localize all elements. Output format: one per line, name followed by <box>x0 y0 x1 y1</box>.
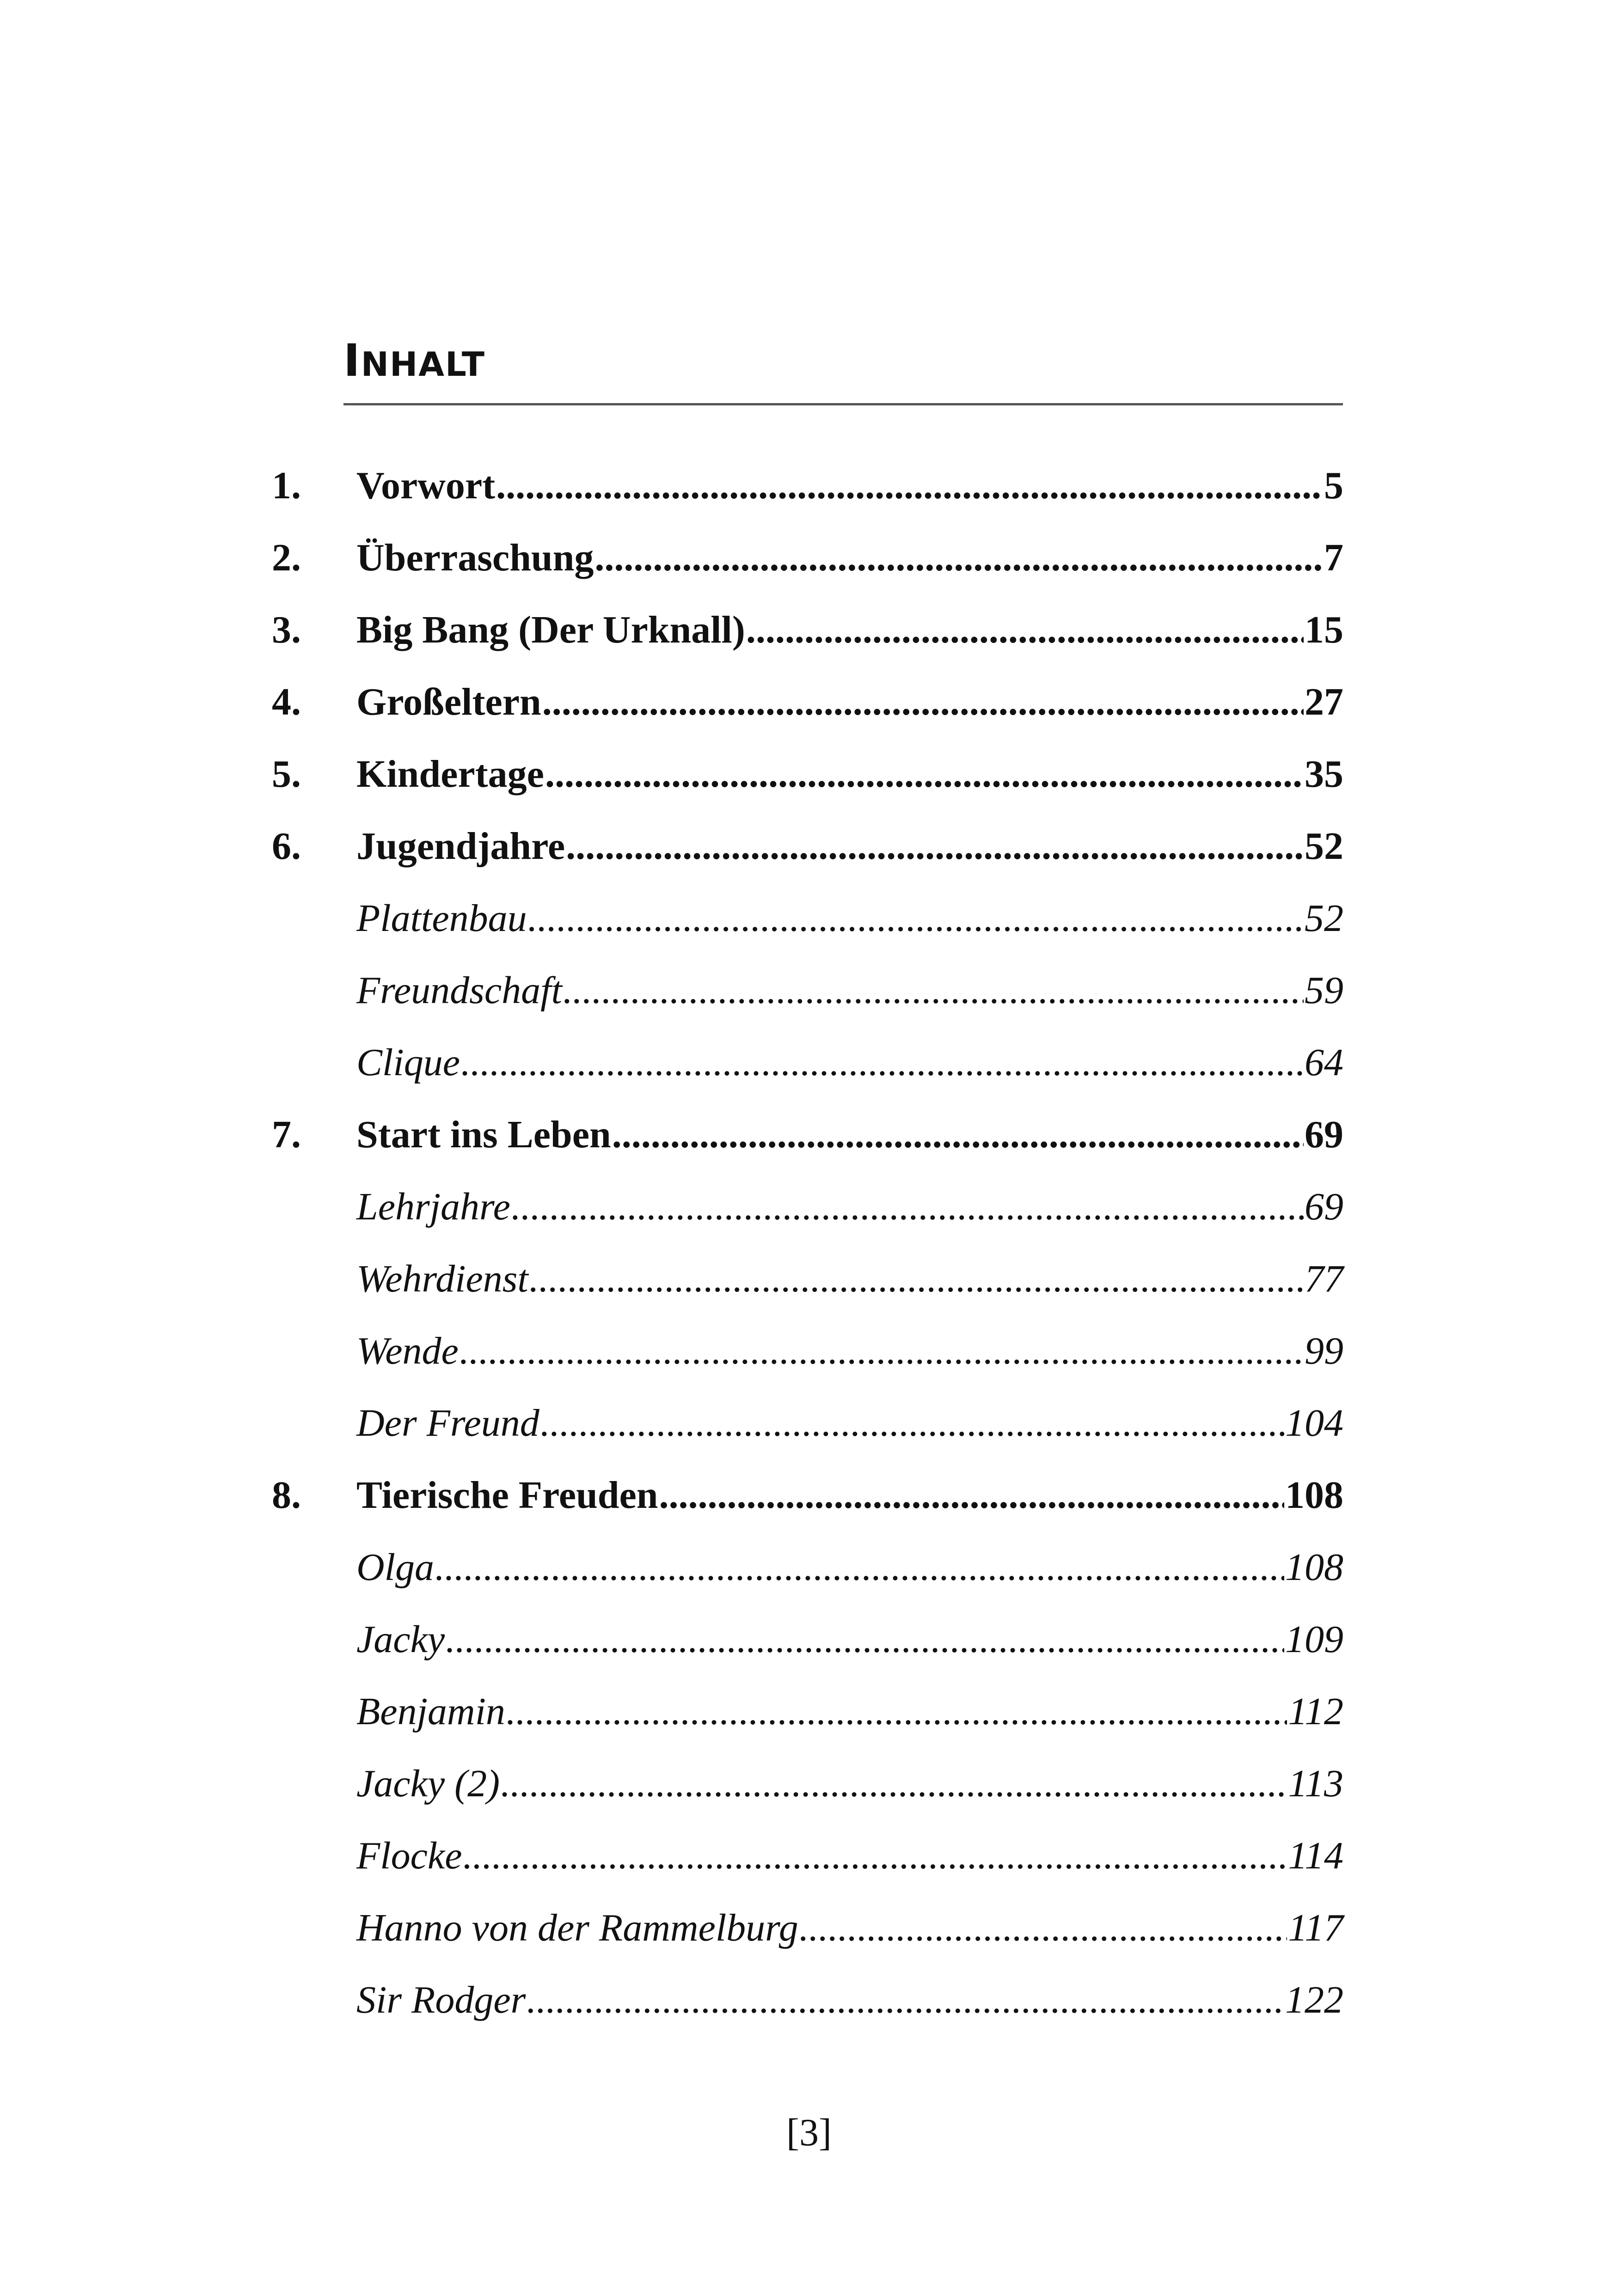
toc-section-row[interactable] <box>272 1184 1343 1256</box>
toc-leader-dots <box>566 823 1304 869</box>
toc-entry <box>356 751 1343 797</box>
toc-entry <box>356 1112 1343 1158</box>
toc-leader-dots <box>545 751 1304 797</box>
toc-page-number: 122 <box>1285 1978 1343 2021</box>
toc-title: Jugendjahre <box>356 825 565 868</box>
toc-section-row[interactable] <box>272 1905 1343 1977</box>
toc-entry <box>356 679 1343 725</box>
toc-leader-dots <box>511 1184 1304 1230</box>
toc-number: 2. <box>272 536 301 579</box>
toc-section-row[interactable] <box>272 1328 1343 1400</box>
toc-entry <box>356 1544 1343 1591</box>
toc-page-number: 109 <box>1285 1618 1343 1661</box>
toc-page-number: 15 <box>1305 608 1343 651</box>
toc-title: Freundschaft <box>356 969 562 1012</box>
toc-section-row[interactable] <box>272 1400 1343 1472</box>
toc-leader-dots <box>528 895 1304 942</box>
toc-entry <box>356 1689 1343 1735</box>
toc-page-number: 27 <box>1305 680 1343 723</box>
toc-entry <box>356 1400 1343 1446</box>
toc-title: Wende <box>356 1329 459 1372</box>
toc-leader-dots <box>799 1905 1287 1951</box>
toc-title: Benjamin <box>356 1690 505 1733</box>
toc-title: Start ins Leben <box>356 1113 611 1156</box>
toc-section-row[interactable] <box>272 895 1343 967</box>
toc-section-row[interactable] <box>272 1616 1343 1689</box>
toc-title: Vorwort <box>356 464 496 507</box>
toc-leader-dots <box>612 1112 1304 1158</box>
toc-page-number: 59 <box>1305 969 1343 1012</box>
toc-leader-dots <box>594 535 1323 581</box>
toc-page-number: 5 <box>1324 464 1343 507</box>
toc-leader-dots <box>529 1256 1304 1302</box>
toc-number: 7. <box>272 1113 301 1156</box>
toc-title: Plattenbau <box>356 897 527 940</box>
toc-section-row[interactable] <box>272 1040 1343 1112</box>
toc-title: Big Bang (Der Urknall) <box>356 608 745 651</box>
title-rest: NHALT <box>361 345 486 384</box>
toc-section-row[interactable] <box>272 1544 1343 1616</box>
toc-leader-dots <box>746 607 1304 653</box>
toc-section-row[interactable] <box>272 1977 1343 2049</box>
toc-entry <box>356 1040 1343 1086</box>
toc-leader-dots <box>446 1616 1284 1663</box>
toc-entry <box>356 1328 1343 1374</box>
toc-entry <box>356 823 1343 869</box>
toc-page-number: 104 <box>1285 1402 1343 1445</box>
toc-title: Der Freund <box>356 1402 539 1445</box>
toc-page-number: 77 <box>1305 1257 1343 1300</box>
toc-leader-dots <box>496 463 1323 509</box>
toc-title: Jacky (2) <box>356 1762 500 1805</box>
toc-title: Clique <box>356 1041 460 1084</box>
toc-page-number: 99 <box>1305 1329 1343 1372</box>
toc-section-row[interactable] <box>272 1689 1343 1761</box>
toc-leader-dots <box>527 1977 1284 2023</box>
toc-number: 1. <box>272 464 301 507</box>
title-first-letter: I <box>343 335 361 386</box>
toc-leader-dots <box>540 1400 1284 1446</box>
toc-section-row[interactable] <box>272 1833 1343 1905</box>
toc-page-number: 64 <box>1305 1041 1343 1084</box>
toc-chapter-row[interactable] <box>272 1112 1343 1184</box>
toc-title: Lehrjahre <box>356 1185 510 1228</box>
toc-page-number: 108 <box>1285 1546 1343 1589</box>
toc-number: 3. <box>272 608 301 651</box>
toc-title: Sir Rodger <box>356 1978 526 2021</box>
toc-leader-dots <box>659 1472 1284 1518</box>
toc-leader-dots <box>501 1761 1287 1807</box>
toc-page-number: 35 <box>1305 753 1343 796</box>
page-number: [3] <box>786 2111 832 2154</box>
toc-chapter-row[interactable] <box>272 751 1343 823</box>
toc-entry <box>356 1616 1343 1663</box>
toc-entry <box>356 967 1343 1014</box>
toc-number: 5. <box>272 753 301 796</box>
toc-title: Olga <box>356 1546 434 1589</box>
toc-title: Jacky <box>356 1618 445 1661</box>
toc-chapter-row[interactable] <box>272 535 1343 607</box>
toc-title: Großeltern <box>356 680 541 723</box>
toc-title: Kindertage <box>356 753 544 796</box>
toc-chapter-row[interactable] <box>272 679 1343 751</box>
toc-page-number: 114 <box>1288 1834 1343 1877</box>
table-of-contents <box>272 463 1343 2049</box>
toc-leader-dots <box>435 1544 1284 1591</box>
toc-entry <box>356 1472 1343 1518</box>
toc-chapter-row[interactable] <box>272 463 1343 535</box>
toc-page-number: 69 <box>1305 1113 1343 1156</box>
toc-entry <box>356 607 1343 653</box>
toc-section-row[interactable] <box>272 1256 1343 1328</box>
toc-entry <box>356 535 1343 581</box>
toc-leader-dots <box>506 1689 1287 1735</box>
page-title <box>343 333 485 392</box>
toc-page-number: 52 <box>1305 897 1343 940</box>
toc-page-number: 117 <box>1288 1906 1343 1949</box>
toc-number: 6. <box>272 825 301 868</box>
toc-title: Tierische Freuden <box>356 1474 658 1517</box>
toc-number: 4. <box>272 680 301 723</box>
toc-entry <box>356 1833 1343 1879</box>
toc-chapter-row[interactable] <box>272 823 1343 895</box>
toc-page-number: 113 <box>1288 1762 1343 1805</box>
toc-section-row[interactable] <box>272 1761 1343 1833</box>
toc-leader-dots <box>460 1328 1304 1374</box>
toc-entry <box>356 1761 1343 1807</box>
toc-entry <box>356 1977 1343 2023</box>
toc-leader-dots <box>461 1040 1304 1086</box>
toc-leader-dots <box>563 967 1304 1014</box>
toc-entry <box>356 463 1343 509</box>
toc-chapter-row[interactable] <box>272 607 1343 679</box>
title-underline <box>343 403 1343 405</box>
toc-number: 8. <box>272 1474 301 1517</box>
toc-entry <box>356 1905 1343 1951</box>
toc-leader-dots <box>463 1833 1287 1879</box>
toc-title: Überraschung <box>356 536 594 579</box>
toc-entry <box>356 1184 1343 1230</box>
toc-title: Hanno von der Rammelburg <box>356 1906 798 1949</box>
toc-entry <box>356 895 1343 942</box>
toc-leader-dots <box>542 679 1304 725</box>
toc-title: Wehrdienst <box>356 1257 528 1300</box>
toc-entry <box>356 1256 1343 1302</box>
toc-page-number: 69 <box>1305 1185 1343 1228</box>
toc-page-number: 52 <box>1305 825 1343 868</box>
toc-section-row[interactable] <box>272 967 1343 1040</box>
toc-title: Flocke <box>356 1834 462 1877</box>
toc-page-number: 7 <box>1324 536 1343 579</box>
toc-page-number: 112 <box>1288 1690 1343 1733</box>
toc-chapter-row[interactable] <box>272 1472 1343 1544</box>
toc-page-number: 108 <box>1285 1474 1343 1517</box>
